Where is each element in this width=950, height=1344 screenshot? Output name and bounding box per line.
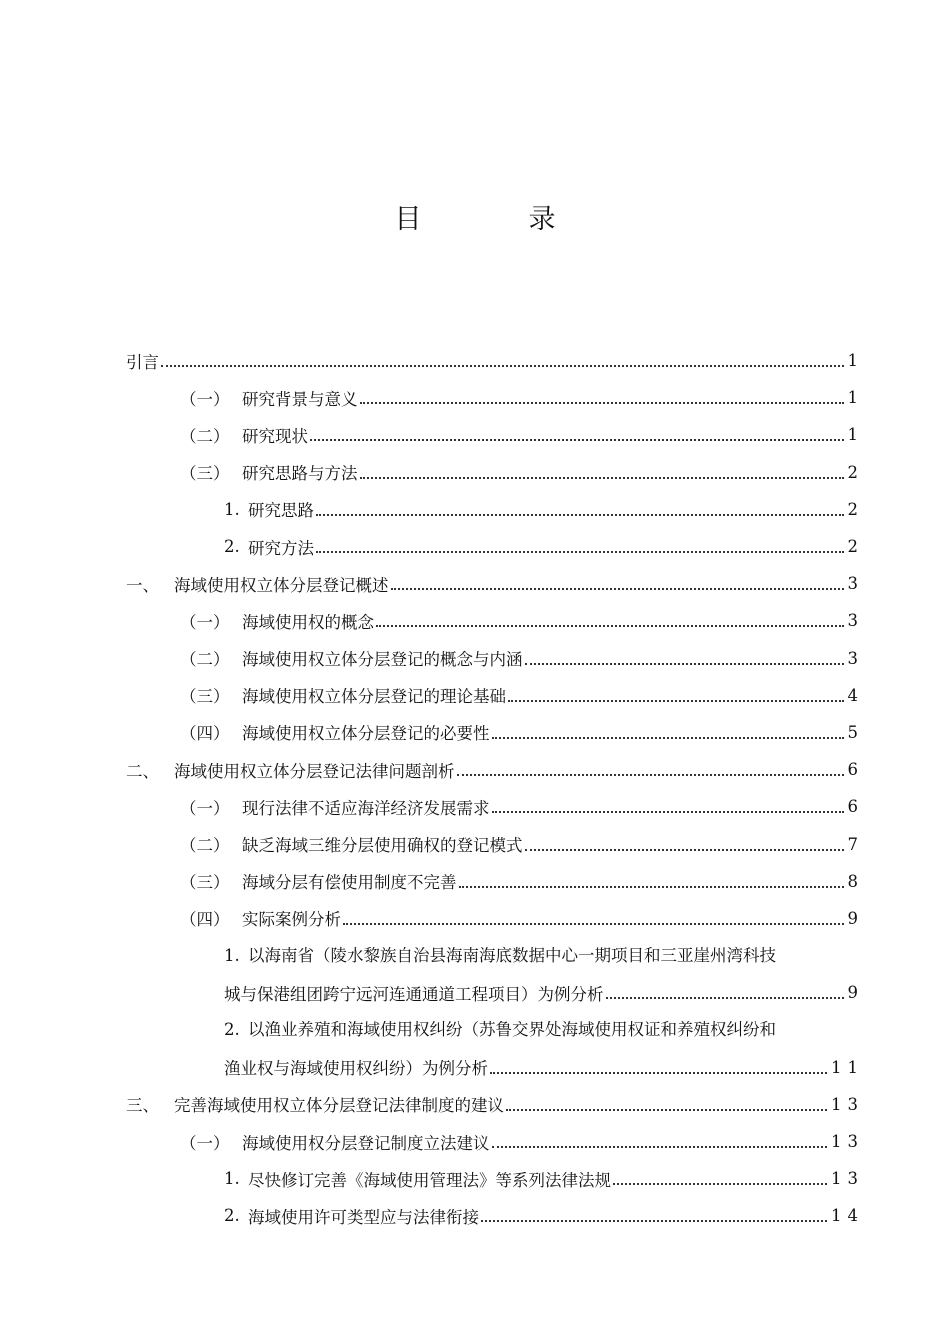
- toc-entry-label: 引言: [126, 352, 159, 372]
- toc-entry-page-number: 1: [847, 351, 864, 371]
- toc-entry-label-continued: 城与保港组团跨宁远河连通通道工程项目）为例分析: [224, 984, 604, 1004]
- dot-leader: [459, 885, 844, 888]
- toc-entry-continuation[interactable]: [126, 974, 864, 1011]
- toc-entry-label: 完善海域使用权立体分层登记法律制度的建议: [174, 1096, 504, 1116]
- dot-leader: [316, 513, 844, 516]
- toc-entry-page-number: 1: [847, 388, 864, 408]
- toc-entry[interactable]: [126, 788, 864, 825]
- toc-entry-number: 2.: [224, 537, 240, 557]
- toc-entry-number: （三）: [180, 873, 230, 893]
- toc-entry-number: （一）: [180, 612, 230, 632]
- toc-entry-label: 海域分层有偿使用制度不完善: [242, 873, 457, 893]
- toc-entry[interactable]: [126, 1197, 864, 1234]
- toc-entry-number: 三、: [126, 1096, 159, 1116]
- toc-entry-page-number: 2: [847, 462, 864, 482]
- toc-entry-label: 研究方法: [248, 538, 314, 558]
- toc-entry-label: 海域使用权立体分层登记的必要性: [242, 724, 490, 744]
- table-of-contents: [126, 342, 864, 1235]
- toc-entry-label: 海域使用权分层登记制度立法建议: [242, 1133, 490, 1153]
- dot-leader: [343, 922, 844, 925]
- toc-entry-number: （四）: [180, 724, 230, 744]
- dot-leader: [161, 364, 844, 367]
- toc-entry[interactable]: [126, 900, 864, 937]
- toc-entry-page-number: 13: [831, 1169, 864, 1189]
- dot-leader: [481, 1219, 827, 1222]
- toc-entry-page-number: 8: [847, 871, 864, 891]
- toc-entry-number: （二）: [180, 426, 230, 446]
- toc-entry[interactable]: [126, 379, 864, 416]
- toc-entry-page-number: 13: [831, 1132, 864, 1152]
- toc-entry-label: 海域使用权立体分层登记的理论基础: [242, 687, 506, 707]
- toc-entry-number: （一）: [180, 798, 230, 818]
- toc-entry[interactable]: [126, 751, 864, 788]
- toc-entry-number: （一）: [180, 389, 230, 409]
- toc-entry[interactable]: [126, 1086, 864, 1123]
- toc-entry[interactable]: [126, 1123, 864, 1160]
- dot-leader: [606, 996, 844, 999]
- toc-entry-label: 缺乏海域三维分层使用确权的登记模式: [242, 836, 523, 856]
- toc-entry-label: 现行法律不适应海洋经济发展需求: [242, 798, 490, 818]
- toc-entry-page-number: 2: [847, 499, 864, 519]
- dot-leader: [391, 587, 844, 590]
- toc-entry[interactable]: [126, 342, 864, 379]
- toc-entry-page-number: 3: [847, 648, 864, 668]
- dot-leader: [310, 438, 844, 441]
- dot-leader: [492, 810, 844, 813]
- dot-leader: [525, 848, 844, 851]
- toc-entry-label: 研究思路与方法: [242, 464, 358, 484]
- dot-leader: [360, 401, 844, 404]
- dot-leader: [508, 699, 844, 702]
- toc-entry-page-number: 9: [847, 983, 864, 1003]
- toc-entry-page-number: 3: [847, 574, 864, 594]
- toc-entry-label-continued: 渔业权与海域使用权纠纷）为例分析: [224, 1059, 488, 1079]
- toc-entry-number: 2.: [224, 1206, 240, 1226]
- toc-entry-label: 实际案例分析: [242, 910, 341, 930]
- toc-entry-number: 1.: [224, 499, 240, 519]
- toc-entry-page-number: 13: [831, 1094, 864, 1114]
- toc-entry[interactable]: [126, 640, 864, 677]
- toc-entry[interactable]: [126, 1011, 858, 1048]
- toc-entry-page-number: 5: [847, 722, 864, 742]
- dot-leader: [316, 550, 844, 553]
- dot-leader: [506, 1108, 827, 1111]
- toc-entry-page-number: 1: [847, 425, 864, 445]
- toc-entry[interactable]: [126, 863, 864, 900]
- toc-entry[interactable]: [126, 825, 864, 862]
- dot-leader: [613, 1182, 827, 1185]
- toc-entry-label: 研究思路: [248, 501, 314, 521]
- toc-entry[interactable]: [126, 714, 864, 751]
- toc-entry[interactable]: [126, 1160, 864, 1197]
- dot-leader: [376, 624, 844, 627]
- toc-entry-page-number: 6: [847, 760, 864, 780]
- toc-entry-label: 海域使用权立体分层登记法律问题剖析: [174, 761, 455, 781]
- dot-leader: [492, 1145, 828, 1148]
- toc-entry[interactable]: [126, 528, 864, 565]
- page-title: 目 录: [394, 204, 596, 235]
- toc-entry-page-number: 6: [847, 797, 864, 817]
- dot-leader: [490, 1071, 827, 1074]
- toc-entry-label: 以海南省（陵水黎族自治县海南海底数据中心一期项目和三亚崖州湾科技: [248, 946, 776, 965]
- toc-entry-page-number: 9: [847, 908, 864, 928]
- toc-entry[interactable]: [126, 565, 864, 602]
- toc-entry-page-number: 4: [847, 685, 864, 705]
- toc-entry-number: 1.: [224, 946, 240, 965]
- toc-entry-label: 研究背景与意义: [242, 389, 358, 409]
- dot-leader: [525, 662, 844, 665]
- toc-entry-label: 以渔业养殖和海域使用权纠纷（苏鲁交界处海域使用权证和养殖权纠纷和: [248, 1020, 776, 1040]
- dot-leader: [492, 736, 844, 739]
- toc-entry-label: 海域使用权立体分层登记的概念与内涵: [242, 650, 523, 670]
- toc-entry[interactable]: [126, 416, 864, 453]
- toc-entry-page-number: 11: [831, 1057, 864, 1077]
- dot-leader: [457, 773, 844, 776]
- toc-entry-number: （二）: [180, 650, 230, 670]
- toc-entry-page-number: 14: [831, 1206, 864, 1226]
- toc-entry[interactable]: [126, 677, 864, 714]
- toc-entry[interactable]: [126, 454, 864, 491]
- toc-entry-label: 尽快修订完善《海域使用管理法》等系列法律法规: [248, 1170, 611, 1190]
- toc-entry-label: 海域使用权的概念: [242, 612, 374, 632]
- dot-leader: [360, 476, 844, 479]
- toc-entry-number: 2.: [224, 1020, 240, 1040]
- toc-entry-page-number: 2: [847, 537, 864, 557]
- toc-entry-number: 二、: [126, 761, 159, 781]
- toc-entry-page-number: 3: [847, 611, 864, 631]
- toc-entry-number: 一、: [126, 575, 159, 595]
- toc-entry-label: 海域使用许可类型应与法律衔接: [248, 1207, 479, 1227]
- toc-entry-number: （三）: [180, 687, 230, 707]
- toc-entry-page-number: 7: [847, 834, 864, 854]
- toc-entry-continuation[interactable]: [126, 1049, 864, 1086]
- toc-entry[interactable]: [126, 491, 864, 528]
- toc-entry[interactable]: [126, 602, 864, 639]
- toc-entry-number: （四）: [180, 910, 230, 930]
- toc-entry[interactable]: [126, 937, 858, 974]
- toc-entry-number: （三）: [180, 464, 230, 484]
- toc-entry-label: 海域使用权立体分层登记概述: [174, 575, 389, 595]
- toc-entry-label: 研究现状: [242, 426, 308, 446]
- toc-entry-number: （二）: [180, 836, 230, 856]
- toc-entry-number: （一）: [180, 1133, 230, 1153]
- toc-entry-number: 1.: [224, 1169, 240, 1189]
